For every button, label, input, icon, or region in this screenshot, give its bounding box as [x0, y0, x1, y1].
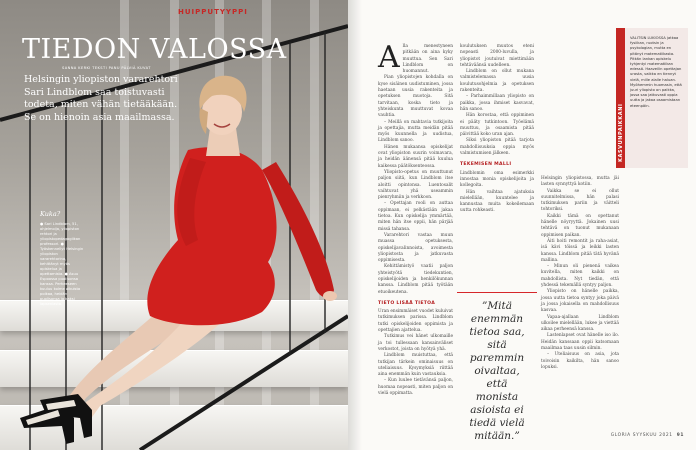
paragraph: Vararehtori vastaa muun muassa opetuksesta, opiskelijavalinnoista, avoimesta yliopistosta ja jatkuvasta oppimisesta.	[378, 232, 453, 264]
gutter-shadow	[348, 0, 362, 450]
paragraph: – Meillä on mahtavia tutkijoita ja opettajia, mutta meidän pitää myös kuunnella ja uudistua, Lindblom sanoo.	[378, 119, 453, 144]
sidebar-text: ● Sari Lindblom, 51, ohjelmoija, yliopiston rehtori ja yliopistopedagogiikan professori. ● Työskennellyt Helsingin yliopiston vararehtorina, kehittänyt myös opiskelua ja opettamista. ● Asuu Espoossa puolisonsa kanssa. Perheeseen kuuluu kolme aikuista poikaa, heidän puolisonsa ja kaksi lapsenlasta.	[40, 222, 84, 306]
info-box-tab-label: KASVUNPAIKKANI	[618, 103, 624, 162]
sidebar-title: Kuka?	[40, 210, 61, 218]
subheading: TIETO LISÄÄ TIETOA	[378, 300, 436, 306]
article-credits: SANNA KERKI TEKSTI PANU PÄLVIÄ KUVAT	[62, 66, 151, 70]
drop-cap: A	[378, 40, 400, 75]
info-box-text: VALITSIN LUKIOSSA jatkaa fysiikan, ruotsin ja psykologian, mutta en pitänyt matematiikasta. Pitkän lankan opiskelu tyhjentyi matematiikan edessä. Haaveilin opettajan urasta, vaikka en tiennyt vielä, mille alalle haluan. Myöhemmin huomasin, että juuri yliopisto on paikka, jossa saa jatkuvasti oppia uutta ja jakaa osaamistaan eteenpäin.	[630, 36, 682, 108]
paragraph: Yliopisto-opetus on muuttunut paljon siitä, kun Lindblom itse aloitti opintonsa. Luentosalit vaihtuvat yhä useammin pienryhmiin ja verkkoon.	[378, 169, 453, 201]
article-headline: TIEDON VALOSSA	[22, 34, 287, 65]
paragraph: – Opettajan rooli on auttaa oppimaan, ei pelkästään jakaa tietoa. Kun opiskelija ymmärtää, miten hän itse oppii, hän pärjää missä tahansa.	[378, 201, 453, 232]
paragraph: Yliopisto on hänelle paikka, jossa uutta tietoa syntyy joka päivä ja jossa jokaisella on mahdollisuus kasvaa.	[541, 289, 619, 314]
who-sidebar	[40, 210, 84, 307]
article-column-2	[460, 44, 534, 215]
quote-rule	[457, 292, 537, 293]
right-page-article	[348, 0, 696, 450]
hair	[199, 108, 208, 134]
article-column-3	[541, 176, 619, 371]
paragraph: – Uteliaisuus on asia, jota toivoisin kaikilta, hän sanoo lopuksi.	[541, 352, 619, 370]
paragraph: Lindblom muistuttaa, että tutkijan tärkein ominaisuus on uteliaisuus. Kysymyksiä riittää aina enemmän kuin vastauksia.	[378, 353, 453, 378]
paragraph: – Minun oli pienenä vaikea kuvitella, miten kaikki on mahdollista. Nyt tiedän, että yhdessä tekemällä syntyy paljon.	[541, 264, 619, 289]
paragraph: Lindblom on ollut mukana valmistelemassa uusia koulutusohjelmia ja opetuksen rakenteita.	[460, 69, 534, 94]
paragraph: Helsingin yliopistossa, mutta jäi lasten synnyttyä kotiin.	[541, 176, 619, 188]
paragraph: Vapaa-ajallaan Lindblom ulkoilee mielellään, lukee ja viettää aikaa perheensä kanssa.	[541, 314, 619, 333]
article-column-1	[378, 40, 453, 397]
red-dress	[147, 147, 276, 325]
paragraph: Kaikki tämä on opettanut hänelle nöyryyttä. Jokainen uusi tehtävä on tuonut mukanaan oppimisen paikan.	[541, 213, 619, 238]
paragraph: lla menestyneen pitkään on aina kyky muuttua. Sen Sari Lindblom on huomannut.	[402, 44, 453, 75]
pull-quote: ”Mitä enemmän tietoa saa, sitä paremmin oivaltaa, että monista asioista ei tiedä vielä mitään.”	[469, 300, 525, 442]
paragraph: Tutkimus vei hänet ulkomaille ja toi tullessaan kansainväliset verkostot, joista on hyötyä yhä.	[378, 334, 453, 352]
paragraph: Kehittämistyö vaatii paljon yhteistyötä tiedekuntien, opiskelijoiden ja henkilökunnan kanssa. Lindblom pitää työtään etuoikeutena.	[378, 264, 453, 295]
page-number: 91	[676, 433, 684, 438]
section-label: HUIPPUTYYPPI	[178, 8, 248, 16]
paragraph: – Parhaimmillaan yliopisto on paikka, jossa ihmiset kasvavat, hän sanoo.	[460, 94, 534, 112]
paragraph: koulutuksen muutos eteni nopeasti 2000-luvulla, ja yliopistot joutuivat miettimään tehtäväänsä uudelleen.	[460, 44, 534, 68]
paragraph: Lastenlapset ovat hänelle iso ilo. Heidän kanssaan oppii katsomaan maailmaa taas uusin silmin.	[541, 333, 619, 352]
page-footer	[611, 433, 684, 438]
lead-paragraph: Helsingin yliopiston vararehtori Sari Lindblom saa toistuvasti todeta, miten vähän tietääkään. Se on hienoin asia maailmassa.	[24, 74, 178, 123]
hand	[323, 291, 337, 301]
paragraph: Hän vaihtaa ajatuksia mielellään, kuuntelee ja kannustaa muita kokeilemaan uutta rohkeasti.	[460, 189, 534, 214]
paragraph: Uran ensimmäiset vuodet kuluivat tutkimuksen parissa. Lindblom tutki opiskelijoiden oppimista ja opettajien ajattelua.	[378, 309, 453, 334]
paragraph: Äiti hoiti remontit ja raha-asiat, isä kävi töissä ja leikki lasten kanssa. Lindblom pitää tätä hyvänä mallina.	[541, 238, 619, 263]
magazine-issue: GLORIA SYYSKUU 2021	[610, 433, 673, 438]
paragraph: Siksi yliopiston pitää tarjota mahdollisuuksia oppia myös valmistumisen jälkeen.	[460, 138, 534, 157]
subheading: TEKEMISEN MALLI	[460, 162, 512, 168]
paragraph: Hänen mukaansa opiskelijat ovat yliopiston suurin voimavara, ja heidän äänensä pitää kuulua kaikessa päätöksenteossa.	[378, 144, 453, 169]
paragraph: – Kun luulee tietävänsä paljon, huomaa nopeasti, miten paljon on vielä oppimatta.	[378, 378, 453, 397]
paragraph: Vaikka se ei ollut suunnitelmissa, hän palasi tutkimuksen pariin ja väitteli tohtoriksi.	[541, 188, 619, 213]
paragraph: Pian yliopistojen kohdalla on kyse sisäinen uudistuminen, jossa haetaan uusia rakenteita ja opetuksen muotoja. Sitä tarvitaan, koska tieto ja yhteiskunta muuttuvat kovaa vauhtia.	[378, 75, 453, 119]
paragraph: Lindblomin oma esimerkki innostaa monia opiskelijoita ja kollegoita.	[460, 170, 534, 189]
paragraph: Hän korostaa, että oppiminen ei pääty tutkintoon. Työelämä muuttuu, ja osaamista pitää päivittää koko uran ajan.	[460, 113, 534, 138]
info-box-tab	[616, 28, 625, 168]
